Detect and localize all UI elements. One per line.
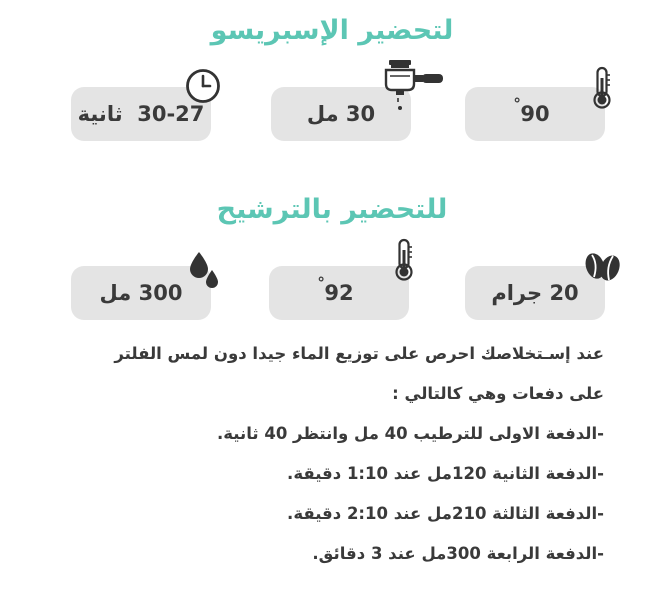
espresso-temperature-value: 90 ° [513, 95, 550, 126]
filter-temperature-card [269, 266, 409, 320]
espresso-time-value: 30-27 ثانية [77, 102, 205, 126]
espresso-temperature-card [465, 87, 605, 141]
brewing-instructions [40, 340, 604, 580]
instruction-line: -الدفعة الرابعة 300مل عند 3 دقائق. [312, 544, 604, 563]
filter-water-value: 300 مل [99, 281, 183, 305]
espresso-volume-value: 30 مل [306, 102, 376, 126]
instruction-line: عند إسـتخلاصك احرص على توزيع الماء جيدا دون لمس الفلتر [114, 344, 604, 363]
portafilter-icon [384, 58, 446, 116]
espresso-title: لتحضير الإسبريسو [210, 15, 454, 46]
thermometer-icon [393, 238, 415, 282]
instruction-line: -الدفعة الثانية 120مل عند 1:10 دقيقة. [287, 464, 604, 483]
filter-temperature-value: 92 ° [317, 274, 354, 305]
clock-icon [185, 68, 221, 104]
filter-coffee-dose-value: 20 جرام [491, 281, 579, 305]
instruction-line: -الدفعة الاولى للترطيب 40 مل وانتظر 40 ثانية. [217, 424, 604, 443]
instruction-line: على دفعات وهي كالتالي : [392, 384, 604, 403]
filter-title: للتحضير بالترشيح [216, 194, 448, 225]
water-drops-icon [188, 250, 220, 290]
coffee-beans-icon [584, 250, 622, 284]
thermometer-icon [591, 66, 613, 110]
instruction-line: -الدفعة الثالثة 210مل عند 2:10 دقيقة. [287, 504, 604, 523]
